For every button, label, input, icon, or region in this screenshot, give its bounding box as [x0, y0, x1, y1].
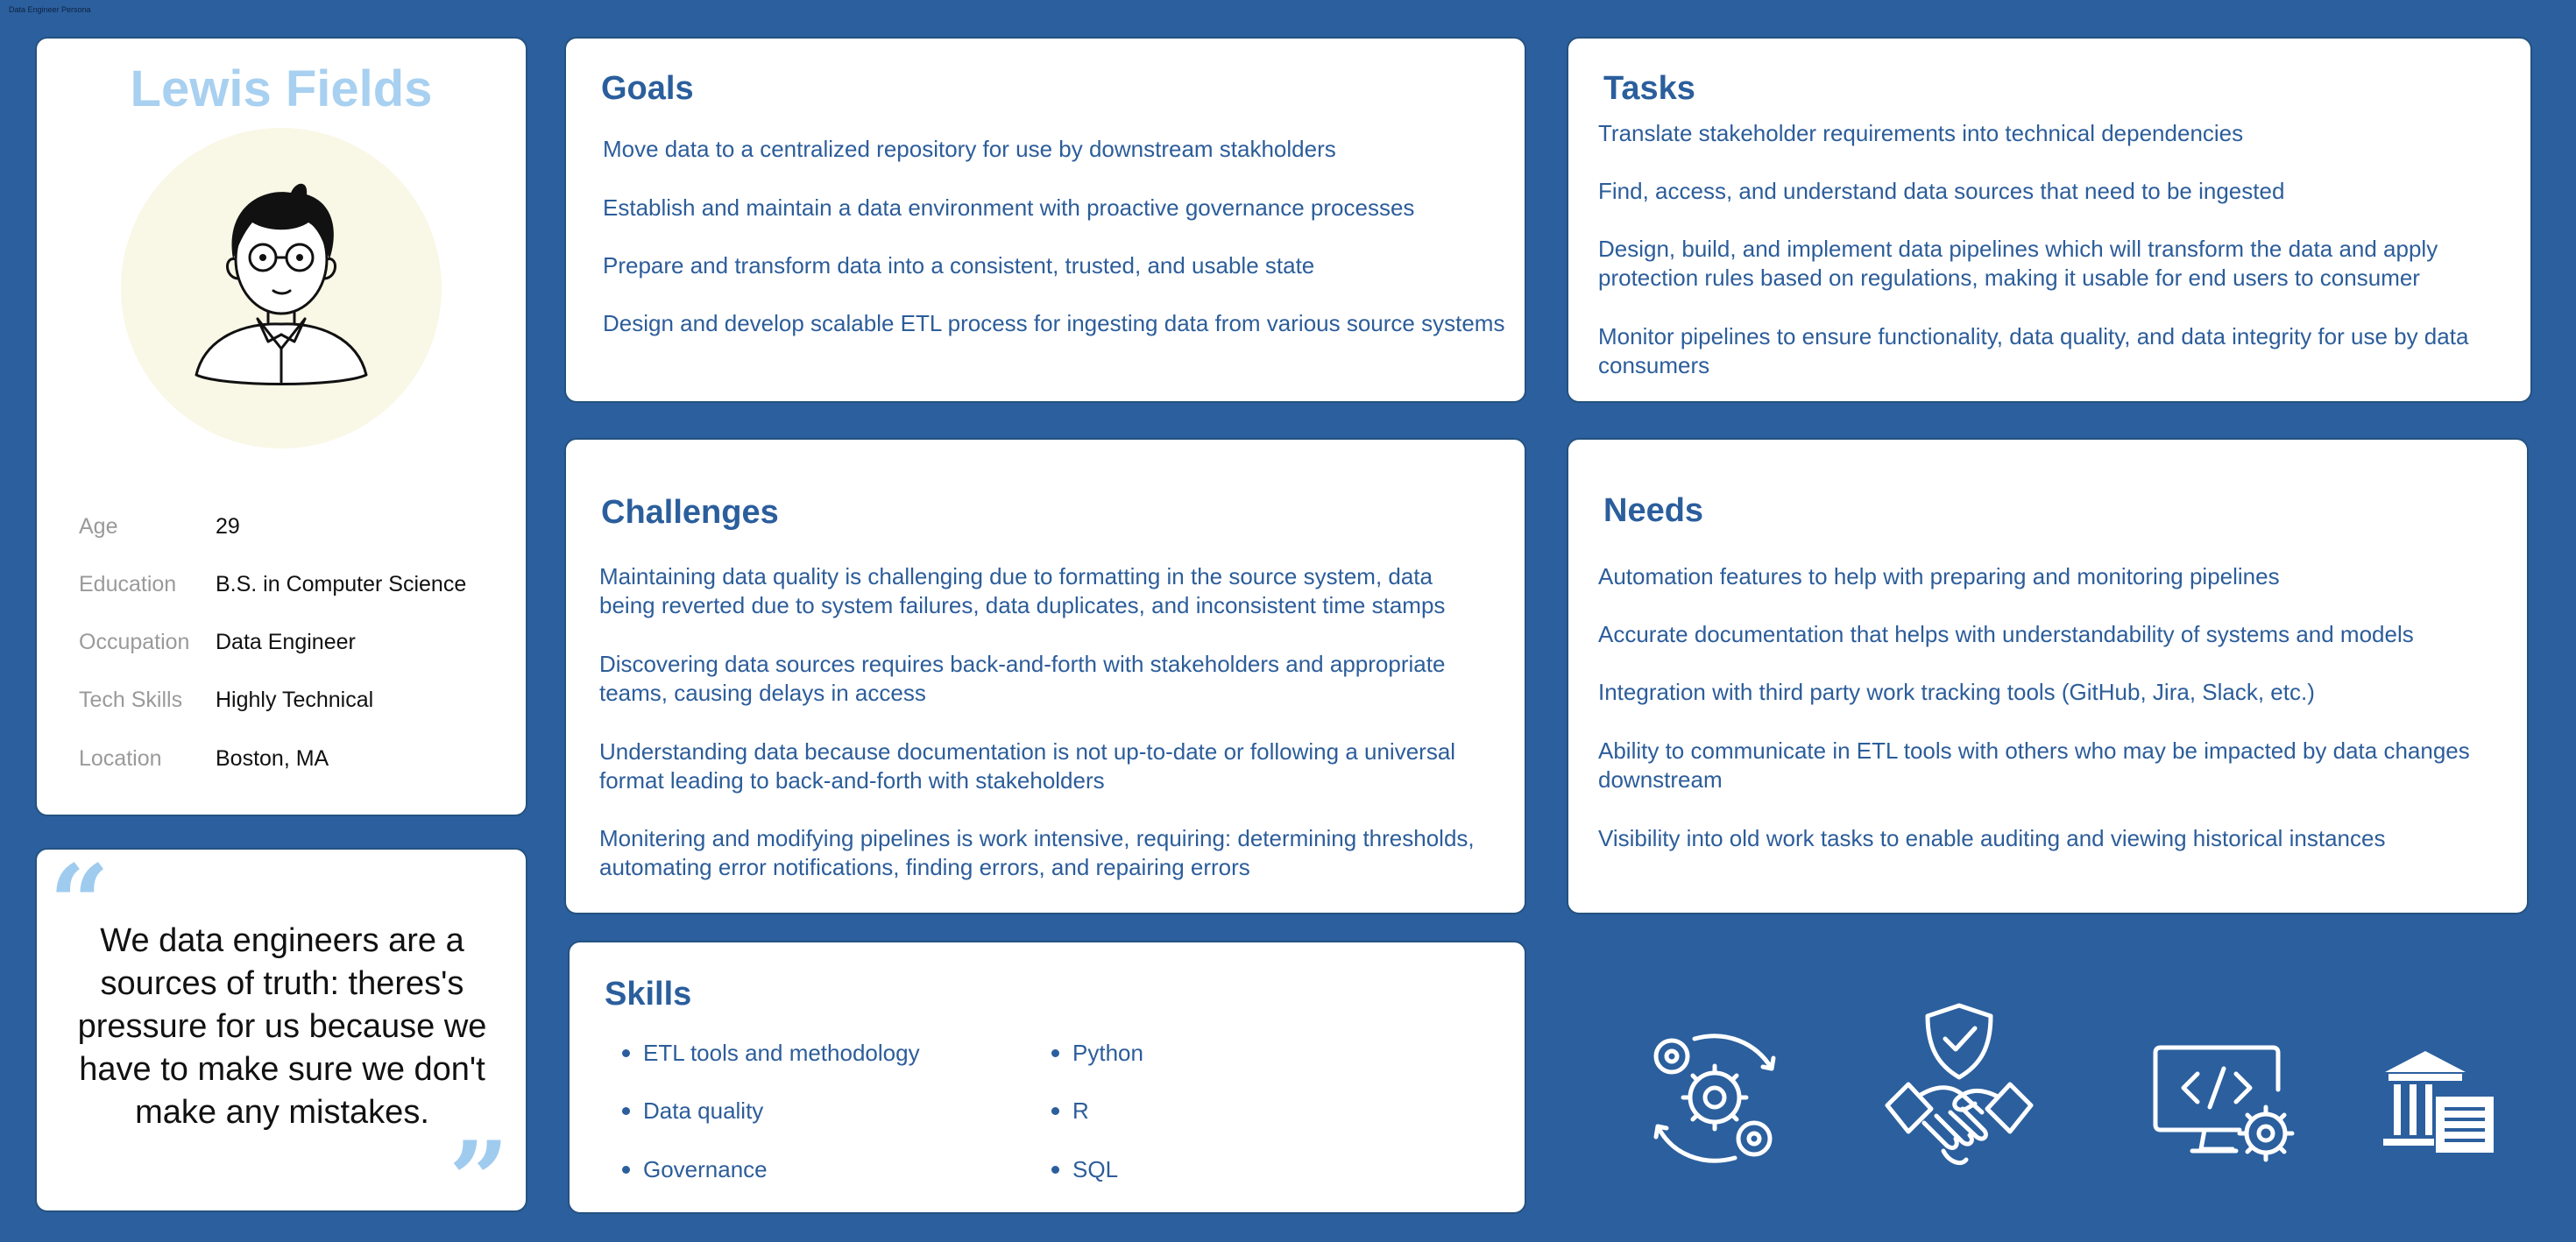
- goal-item: Establish and maintain a data environment with proactive governance processes: [603, 194, 1415, 221]
- need-item: Automation features to help with preparing and monitoring pipelines: [1598, 563, 2280, 589]
- avatar: [121, 128, 442, 448]
- needs-card: [1567, 438, 2529, 914]
- bullet: [622, 1107, 630, 1115]
- bullet: [622, 1166, 630, 1174]
- challenge-item: Discovering data sources requires back-and-forth with stakeholders and appropriate teams, causing delays in access: [599, 651, 1446, 706]
- profile-card: [35, 37, 527, 816]
- persona-name: Lewis Fields: [130, 60, 433, 117]
- task-item: Design, build, and implement data pipelines which will transform the data and apply protection rules based on regulations, making it usable for end users to consumer: [1598, 236, 2438, 291]
- skill-item: Python: [1072, 1040, 1143, 1066]
- institution-document-icon: [2381, 1048, 2497, 1156]
- bullet: [1051, 1049, 1059, 1057]
- goals-title: Goals: [601, 70, 694, 107]
- goals-card: [564, 37, 1526, 403]
- field-value: B.S. in Computer Science: [216, 572, 467, 596]
- gears-cycle-icon: [1642, 1027, 1787, 1168]
- skill-item: R: [1072, 1097, 1089, 1124]
- bullet: [622, 1049, 630, 1057]
- task-item: Find, access, and understand data sources that need to be ingested: [1598, 178, 2285, 204]
- field-label: Education: [79, 572, 177, 596]
- field-label: Tech Skills: [79, 688, 183, 712]
- page-title: Data Engineer Persona: [9, 5, 91, 14]
- field-value: Data Engineer: [216, 630, 356, 654]
- trust-handshake-icon: [1882, 1000, 2036, 1175]
- skill-item: Governance: [643, 1156, 768, 1182]
- challenge-item: Understanding data because documentation is not up-to-date or following a universal format leading to back-and-forth with stakeholders: [599, 738, 1456, 794]
- task-item: Monitor pipelines to ensure functionality, data quality, and data integrity for use by data consumers: [1598, 323, 2469, 378]
- challenges-title: Challenges: [601, 494, 779, 531]
- open-quote-icon: “: [49, 842, 110, 965]
- goal-item: Move data to a centralized repository for use by downstream stakholders: [603, 136, 1336, 162]
- challenge-item: Monitering and modifying pipelines is work intensive, requiring: determining thresholds, automating error notifications, finding errors, and repairing errors: [599, 825, 1475, 880]
- close-quote-icon: ”: [449, 1119, 510, 1242]
- skills-card: [568, 941, 1526, 1214]
- field-value: Highly Technical: [216, 688, 374, 712]
- need-item: Accurate documentation that helps with understandability of systems and models: [1598, 621, 2414, 647]
- skill-item: Data quality: [643, 1097, 764, 1124]
- quote-card: [35, 842, 527, 1242]
- skills-title: Skills: [605, 976, 692, 1013]
- person-illustration-icon: [121, 128, 442, 448]
- need-item: Integration with third party work tracking tools (GitHub, Jira, Slack, etc.): [1598, 679, 2315, 705]
- tasks-card: [1567, 37, 2532, 403]
- bullet: [1051, 1107, 1059, 1115]
- need-item: Visibility into old work tasks to enable auditing and viewing historical instances: [1598, 825, 2386, 851]
- goal-item: Prepare and transform data into a consistent, trusted, and usable state: [603, 252, 1315, 279]
- needs-title: Needs: [1603, 492, 1704, 529]
- quote-text: We data engineers are a sources of truth: theres's pressure for us because we have to make sure we don't make any mistakes.: [77, 922, 487, 1131]
- field-label: Occupation: [79, 630, 190, 654]
- field-value: 29: [216, 514, 240, 539]
- tasks-title: Tasks: [1603, 70, 1695, 107]
- task-item: Translate stakeholder requirements into technical dependencies: [1598, 120, 2244, 146]
- code-monitor-icon: [2152, 1044, 2297, 1167]
- skill-item: SQL: [1072, 1156, 1119, 1182]
- field-label: Age: [79, 514, 118, 539]
- challenges-card: [564, 438, 1526, 914]
- goal-item: Design and develop scalable ETL process for ingesting data from various source systems: [603, 310, 1505, 336]
- need-item: Ability to communicate in ETL tools with others who may be impacted by data changes downstream: [1598, 737, 2470, 793]
- bullet: [1051, 1166, 1059, 1174]
- skill-item: ETL tools and methodology: [643, 1040, 920, 1066]
- field-value: Boston, MA: [216, 746, 329, 771]
- challenge-item: Maintaining data quality is challenging due to formatting in the source system, data being reverted due to system failures, data duplicates, and inconsistent time stamps: [599, 563, 1446, 618]
- field-label: Location: [79, 746, 162, 771]
